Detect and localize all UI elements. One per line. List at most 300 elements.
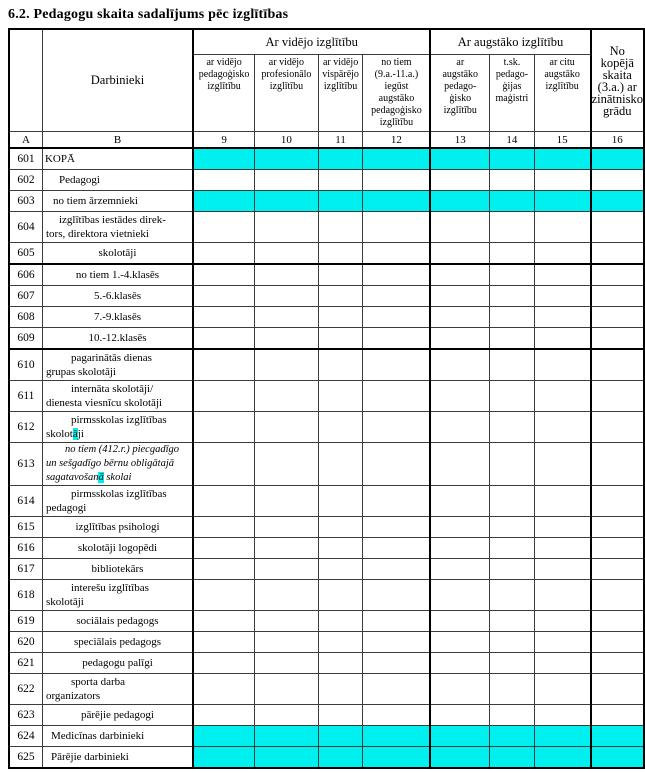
label-text: 7.-9.klasēs — [93, 311, 141, 323]
cell-622-col9[interactable] — [193, 674, 255, 705]
label-text: skolot — [45, 428, 73, 440]
cell-601-col15 — [534, 148, 590, 170]
cell-621-col9[interactable] — [193, 653, 255, 674]
cell-603-col12 — [363, 191, 430, 212]
cell-619-col12[interactable] — [363, 611, 430, 632]
cell-625-col16 — [591, 747, 644, 769]
cell-623-col15[interactable] — [534, 705, 590, 726]
cell-616-col11[interactable] — [318, 538, 363, 559]
cell-613-col13[interactable] — [430, 443, 489, 486]
cell-605-col10[interactable] — [255, 243, 319, 265]
col-number-9: 9 — [193, 132, 255, 149]
cell-619-col13[interactable] — [430, 611, 489, 632]
header-line: skaita — [602, 67, 632, 82]
label-line — [43, 520, 192, 534]
cell-609-col9[interactable] — [193, 328, 255, 350]
table-row-605 — [9, 243, 644, 265]
cell-601-col14 — [490, 148, 535, 170]
cell-623-col16[interactable] — [591, 705, 644, 726]
row-617-code: 617 — [9, 559, 42, 580]
label-text: pedagogi — [45, 502, 87, 514]
cell-620-col10[interactable] — [255, 632, 319, 653]
table-row-604 — [9, 212, 644, 243]
cell-625-col13 — [430, 747, 489, 769]
row-606-code: 606 — [9, 264, 42, 286]
label-text: pirmsskolas izglītības — [70, 414, 167, 426]
cell-617-col16[interactable] — [591, 559, 644, 580]
cell-615-col16[interactable] — [591, 517, 644, 538]
label-line — [43, 365, 192, 379]
cell-618-col11[interactable] — [318, 580, 363, 611]
label-line — [43, 310, 192, 324]
cell-604-col11[interactable] — [318, 212, 363, 243]
cell-608-col16[interactable] — [591, 307, 644, 328]
header-line: kopējā — [600, 55, 634, 70]
cell-602-col15[interactable] — [534, 170, 590, 191]
cell-606-col16[interactable] — [591, 264, 644, 286]
label-line — [43, 246, 192, 260]
cell-614-col16[interactable] — [591, 486, 644, 517]
label-line — [43, 213, 192, 227]
label-line — [43, 750, 192, 764]
cell-610-col14[interactable] — [490, 349, 535, 381]
cell-623-col14[interactable] — [490, 705, 535, 726]
cell-608-col12[interactable] — [363, 307, 430, 328]
row-610-label — [42, 349, 193, 381]
cell-624-col10 — [255, 726, 319, 747]
label-text: speciālais pedagogs — [73, 636, 162, 648]
cell-625-col11 — [318, 747, 363, 769]
cell-610-col15[interactable] — [534, 349, 590, 381]
cell-619-col15[interactable] — [534, 611, 590, 632]
cell-616-col10[interactable] — [255, 538, 319, 559]
cell-614-col12[interactable] — [363, 486, 430, 517]
cell-621-col11[interactable] — [318, 653, 363, 674]
cell-601-col12 — [363, 148, 430, 170]
row-614-code: 614 — [9, 486, 42, 517]
label-line — [43, 541, 192, 555]
cell-623-col10[interactable] — [255, 705, 319, 726]
cell-611-col13[interactable] — [430, 381, 489, 412]
header-line: pedago- — [444, 81, 477, 92]
cell-611-col10[interactable] — [255, 381, 319, 412]
cell-609-col10[interactable] — [255, 328, 319, 350]
cell-622-col14[interactable] — [490, 674, 535, 705]
label-text: Medicīnas darbinieki — [50, 730, 145, 742]
cell-613-col11[interactable] — [318, 443, 363, 486]
label-text: sociālais pedagogs — [76, 615, 159, 627]
label-text: bibliotekārs — [91, 563, 144, 575]
cell-618-col13[interactable] — [430, 580, 489, 611]
cell-622-col16[interactable] — [591, 674, 644, 705]
cell-623-col12[interactable] — [363, 705, 430, 726]
cell-615-col11[interactable] — [318, 517, 363, 538]
cell-620-col15[interactable] — [534, 632, 590, 653]
row-611-code: 611 — [9, 381, 42, 412]
cell-625-col10 — [255, 747, 319, 769]
cell-602-col14[interactable] — [490, 170, 535, 191]
header-col-11 — [318, 55, 363, 132]
row-613-label — [42, 443, 193, 486]
row-605-label — [42, 243, 193, 265]
cell-612-col13[interactable] — [430, 412, 489, 443]
table-row-606 — [9, 264, 644, 286]
label-text: izglītības psihologi — [75, 521, 160, 533]
cell-606-col9[interactable] — [193, 264, 255, 286]
cell-612-col16[interactable] — [591, 412, 644, 443]
cell-608-col9[interactable] — [193, 307, 255, 328]
label-text: sporta darba — [70, 676, 126, 688]
cell-616-col12[interactable] — [363, 538, 430, 559]
cell-605-col14[interactable] — [490, 243, 535, 265]
table-row-619 — [9, 611, 644, 632]
row-602-code: 602 — [9, 170, 42, 191]
cell-608-col13[interactable] — [430, 307, 489, 328]
table-row-610 — [9, 349, 644, 381]
header-line: (9.a.-11.a.) — [374, 69, 419, 80]
cell-620-col11[interactable] — [318, 632, 363, 653]
label-line — [43, 487, 192, 501]
cell-617-col9[interactable] — [193, 559, 255, 580]
label-text: no tiem ārzemnieki — [52, 195, 138, 207]
cell-617-col14[interactable] — [490, 559, 535, 580]
cell-619-col9[interactable] — [193, 611, 255, 632]
header-line: zinātnisko — [591, 91, 643, 106]
cell-617-col10[interactable] — [255, 559, 319, 580]
cell-606-col11[interactable] — [318, 264, 363, 286]
cell-620-col13[interactable] — [430, 632, 489, 653]
cell-614-col9[interactable] — [193, 486, 255, 517]
cell-610-col9[interactable] — [193, 349, 255, 381]
header-line: augstāko — [378, 93, 415, 104]
cell-615-col15[interactable] — [534, 517, 590, 538]
cell-615-col13[interactable] — [430, 517, 489, 538]
cell-620-col9[interactable] — [193, 632, 255, 653]
cell-601-col13 — [430, 148, 489, 170]
cell-612-col11[interactable] — [318, 412, 363, 443]
cell-611-col9[interactable] — [193, 381, 255, 412]
cell-615-col14[interactable] — [490, 517, 535, 538]
cell-624-col14 — [490, 726, 535, 747]
cell-613-col9[interactable] — [193, 443, 255, 486]
header-line: no tiem — [381, 57, 412, 68]
cell-622-col10[interactable] — [255, 674, 319, 705]
cell-606-col12[interactable] — [363, 264, 430, 286]
label-text: dienesta viesnīcu skolotāji — [45, 397, 163, 409]
cell-606-col10[interactable] — [255, 264, 319, 286]
cell-612-col10[interactable] — [255, 412, 319, 443]
table-row-603 — [9, 191, 644, 212]
header-letter-row — [9, 132, 644, 149]
header-line: grādu — [603, 103, 632, 118]
cell-603-col10 — [255, 191, 319, 212]
header-col-12 — [363, 55, 430, 132]
cell-617-col12[interactable] — [363, 559, 430, 580]
label-line — [43, 656, 192, 670]
cell-615-col9[interactable] — [193, 517, 255, 538]
header-line: pedagoģisko — [198, 69, 250, 80]
cell-612-col15[interactable] — [534, 412, 590, 443]
cell-610-col11[interactable] — [318, 349, 363, 381]
cell-610-col10[interactable] — [255, 349, 319, 381]
label-line — [43, 152, 192, 166]
cell-607-col14[interactable] — [490, 286, 535, 307]
header-group-row — [9, 29, 644, 55]
cell-609-col11[interactable] — [318, 328, 363, 350]
cell-601-col10 — [255, 148, 319, 170]
char-highlight-mark: ā — [72, 428, 78, 440]
row-620-code: 620 — [9, 632, 42, 653]
cell-623-col11[interactable] — [318, 705, 363, 726]
table-row-608 — [9, 307, 644, 328]
label-line — [43, 173, 192, 187]
row-619-label — [42, 611, 193, 632]
cell-623-col13[interactable] — [430, 705, 489, 726]
cell-618-col14[interactable] — [490, 580, 535, 611]
row-612-label — [42, 412, 193, 443]
cell-608-col10[interactable] — [255, 307, 319, 328]
header-line: augstāko — [544, 69, 580, 80]
cell-604-col10[interactable] — [255, 212, 319, 243]
cell-619-col14[interactable] — [490, 611, 535, 632]
cell-609-col13[interactable] — [430, 328, 489, 350]
cell-605-col15[interactable] — [534, 243, 590, 265]
cell-604-col15[interactable] — [534, 212, 590, 243]
row-607-label — [42, 286, 193, 307]
label-text: Pedagogi — [58, 174, 100, 186]
cell-613-col10[interactable] — [255, 443, 319, 486]
cell-620-col14[interactable] — [490, 632, 535, 653]
cell-618-col9[interactable] — [193, 580, 255, 611]
cell-615-col12[interactable] — [363, 517, 430, 538]
table-row-622 — [9, 674, 644, 705]
row-608-code: 608 — [9, 307, 42, 328]
cell-613-col15[interactable] — [534, 443, 590, 486]
cell-605-col9[interactable] — [193, 243, 255, 265]
cell-617-col11[interactable] — [318, 559, 363, 580]
cell-602-col10[interactable] — [255, 170, 319, 191]
label-text: Pārējie darbinieki — [50, 751, 129, 763]
label-text: pirmsskolas izglītības — [70, 488, 167, 500]
label-text: 5.-6.klasēs — [93, 290, 141, 302]
cell-614-col15[interactable] — [534, 486, 590, 517]
label-text: no tiem 1.-4.klasēs — [75, 269, 160, 281]
header-line: augstāko — [442, 69, 479, 80]
cell-608-col15[interactable] — [534, 307, 590, 328]
label-line — [43, 614, 192, 628]
cell-612-col12[interactable] — [363, 412, 430, 443]
cell-607-col16[interactable] — [591, 286, 644, 307]
cell-606-col13[interactable] — [430, 264, 489, 286]
cell-611-col12[interactable] — [363, 381, 430, 412]
cell-605-col11[interactable] — [318, 243, 363, 265]
cell-617-col15[interactable] — [534, 559, 590, 580]
col-number-16: 16 — [591, 132, 644, 149]
header-group-2: Ar augstāko izglītību — [430, 29, 590, 55]
cell-616-col15[interactable] — [534, 538, 590, 559]
cell-607-col11[interactable] — [318, 286, 363, 307]
cell-607-col10[interactable] — [255, 286, 319, 307]
cell-610-col16[interactable] — [591, 349, 644, 381]
cell-617-col13[interactable] — [430, 559, 489, 580]
cell-624-col13 — [430, 726, 489, 747]
cell-609-col12[interactable] — [363, 328, 430, 350]
row-625-label — [42, 747, 193, 769]
cell-616-col13[interactable] — [430, 538, 489, 559]
cell-611-col14[interactable] — [490, 381, 535, 412]
char-highlight-mark: ā — [98, 472, 104, 483]
cell-611-col11[interactable] — [318, 381, 363, 412]
cell-603-col13 — [430, 191, 489, 212]
cell-613-col14[interactable] — [490, 443, 535, 486]
cell-618-col16[interactable] — [591, 580, 644, 611]
cell-611-col15[interactable] — [534, 381, 590, 412]
cell-621-col13[interactable] — [430, 653, 489, 674]
row-616-label — [42, 538, 193, 559]
cell-621-col10[interactable] — [255, 653, 319, 674]
row-617-label — [42, 559, 193, 580]
header-line: ģijas — [502, 81, 522, 92]
cell-605-col16[interactable] — [591, 243, 644, 265]
cell-622-col15[interactable] — [534, 674, 590, 705]
cell-604-col12[interactable] — [363, 212, 430, 243]
cell-607-col13[interactable] — [430, 286, 489, 307]
cell-603-col9 — [193, 191, 255, 212]
label-text: tors, direktora vietnieki — [45, 228, 149, 240]
cell-604-col9[interactable] — [193, 212, 255, 243]
cell-604-col16[interactable] — [591, 212, 644, 243]
cell-612-col14[interactable] — [490, 412, 535, 443]
cell-619-col11[interactable] — [318, 611, 363, 632]
cell-610-col13[interactable] — [430, 349, 489, 381]
cell-616-col14[interactable] — [490, 538, 535, 559]
cell-602-col11[interactable] — [318, 170, 363, 191]
cell-614-col10[interactable] — [255, 486, 319, 517]
cell-606-col15[interactable] — [534, 264, 590, 286]
cell-607-col9[interactable] — [193, 286, 255, 307]
cell-604-col13[interactable] — [430, 212, 489, 243]
cell-625-col12 — [363, 747, 430, 769]
col-number-14: 14 — [490, 132, 535, 149]
label-text: no tiem (412.r.) piecgadīgo — [64, 444, 179, 455]
cell-605-col12[interactable] — [363, 243, 430, 265]
header-col-9 — [193, 55, 255, 132]
header-total-column — [591, 29, 644, 132]
table-row-615 — [9, 517, 644, 538]
row-616-code: 616 — [9, 538, 42, 559]
cell-621-col16[interactable] — [591, 653, 644, 674]
header-col-10 — [255, 55, 319, 132]
cell-602-col16[interactable] — [591, 170, 644, 191]
row-622-code: 622 — [9, 674, 42, 705]
cell-619-col10[interactable] — [255, 611, 319, 632]
cell-603-col11 — [318, 191, 363, 212]
label-text: pagarinātās dienas — [70, 352, 152, 364]
row-624-code: 624 — [9, 726, 42, 747]
cell-621-col15[interactable] — [534, 653, 590, 674]
cell-614-col11[interactable] — [318, 486, 363, 517]
row-603-label — [42, 191, 193, 212]
cell-618-col10[interactable] — [255, 580, 319, 611]
cell-619-col16[interactable] — [591, 611, 644, 632]
cell-620-col12[interactable] — [363, 632, 430, 653]
table-row-614 — [9, 486, 644, 517]
cell-613-col12[interactable] — [363, 443, 430, 486]
cell-610-col12[interactable] — [363, 349, 430, 381]
cell-616-col16[interactable] — [591, 538, 644, 559]
cell-612-col9[interactable] — [193, 412, 255, 443]
cell-604-col14[interactable] — [490, 212, 535, 243]
cell-618-col15[interactable] — [534, 580, 590, 611]
row-608-label — [42, 307, 193, 328]
cell-608-col14[interactable] — [490, 307, 535, 328]
cell-623-col9[interactable] — [193, 705, 255, 726]
cell-618-col12[interactable] — [363, 580, 430, 611]
row-618-label — [42, 580, 193, 611]
cell-615-col10[interactable] — [255, 517, 319, 538]
cell-621-col14[interactable] — [490, 653, 535, 674]
header-line: (3.a.) ar — [597, 79, 637, 94]
cell-602-col12[interactable] — [363, 170, 430, 191]
cell-609-col16[interactable] — [591, 328, 644, 350]
cell-609-col14[interactable] — [490, 328, 535, 350]
col-number-15: 15 — [534, 132, 590, 149]
cell-607-col12[interactable] — [363, 286, 430, 307]
cell-621-col12[interactable] — [363, 653, 430, 674]
header-col-15 — [534, 55, 590, 132]
label-line — [43, 501, 192, 515]
label-text: skolai — [103, 472, 132, 483]
cell-606-col14[interactable] — [490, 264, 535, 286]
cell-611-col16[interactable] — [591, 381, 644, 412]
header-line: ģisko — [449, 93, 472, 104]
header-line: pedago- — [495, 69, 529, 80]
cell-614-col14[interactable] — [490, 486, 535, 517]
cell-602-col9[interactable] — [193, 170, 255, 191]
row-603-code: 603 — [9, 191, 42, 212]
cell-622-col12[interactable] — [363, 674, 430, 705]
cell-616-col9[interactable] — [193, 538, 255, 559]
label-line — [43, 382, 192, 396]
label-text: pedagogu palīgi — [82, 657, 153, 669]
header-line: profesionālo — [261, 69, 312, 80]
cell-602-col13[interactable] — [430, 170, 489, 191]
cell-622-col13[interactable] — [430, 674, 489, 705]
cell-622-col11[interactable] — [318, 674, 363, 705]
header-col-14 — [490, 55, 535, 132]
label-text: ji — [77, 428, 84, 440]
label-line — [43, 413, 192, 427]
cell-613-col16[interactable] — [591, 443, 644, 486]
table-row-609 — [9, 328, 644, 350]
cell-605-col13[interactable] — [430, 243, 489, 265]
cell-603-col16 — [591, 191, 644, 212]
cell-607-col15[interactable] — [534, 286, 590, 307]
label-line — [43, 268, 192, 282]
row-602-label — [42, 170, 193, 191]
table-row-613 — [9, 443, 644, 486]
cell-624-col12 — [363, 726, 430, 747]
cell-609-col15[interactable] — [534, 328, 590, 350]
col-number-11: 11 — [318, 132, 363, 149]
header-line: ar citu — [549, 57, 575, 68]
cell-614-col13[interactable] — [430, 486, 489, 517]
cell-603-col15 — [534, 191, 590, 212]
cell-620-col16[interactable] — [591, 632, 644, 653]
cell-601-col9 — [193, 148, 255, 170]
cell-608-col11[interactable] — [318, 307, 363, 328]
label-line — [43, 443, 192, 457]
